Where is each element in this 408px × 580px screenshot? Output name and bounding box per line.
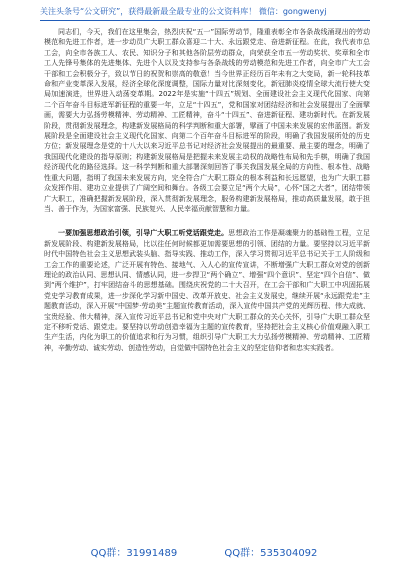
page-header xyxy=(40,6,370,17)
header-divider xyxy=(40,20,370,21)
qq-group-1: QQ群：31991489 xyxy=(90,548,178,559)
qq-group-2: QQ群：535304092 xyxy=(224,548,318,559)
body-paragraph: 同志们，今天，我们在这里集会，热烈庆祝“五一”国际劳动节，隆重表彰全市各条战线涌现出的劳动模范和先进工作者，进一步动员广大职工群众喜迎二十大、永远跟党走、奋进新征程。在此，我代表市总工会，向全市各族工人、农民、知识分子和其他各阶层劳动群众，向荣获全市五一劳动奖状、奖章和全市工人先锋号集体的先进集体、先进个人以及支持参与各条战线的劳动模范和先进工作者，向全市广大工会干部和工会积极分子，致以节日的祝贺和崇高的敬意！当今世界正经历百年未有之大变局，新一轮科技革命和产业变革深入发展，经济全球化深度调整，国际力量对比深刻变化，新冠肺炎疫情全球大流行使大变局加速演进，世界进入动荡变革期。2022年是实施“十四五”规划、全面建设社会主义现代化国家、向第二个百年奋斗目标进军新征程的重要一年，立足“十四五”，党和国家对团结经济和社会发展提出了全面擘画，需要大力弘扬劳模精神、劳动精神、工匠精神，奋斗“十四五”、奋进新征程、建功新时代。在新发展阶段，贯彻新发展理念，构建新发展格局的科学判断和重大部署，擘画了中国未来发展的宏伟蓝图。新发展阶段是全面建设社会主义现代化国家、向第二个百年奋斗目标进军的阶段，明确了我国发展所处的历史方位；新发展理念是党的十八大以来习近平总书记对经济社会发展提出的最重要、最主要的理念，明确了我国现代化建设的指导原则；构建新发展格局是把握未来发展主动权的战略性布局和先手棋，明确了我国经济现代化的路径选择。这一科学判断和重大部署深刻回答了事关我国发展全局的方向性、根本性、战略性重大问题，指明了我国未来发展方向，完全符合广大职工群众的根本利益和长远愿望，也为广大职工群众发挥作用、建功立业提供了广阔空间和舞台。各级工会要立足“两个大局”，心怀“国之大者”，团结带领广大职工，准确把握新发展阶段，深入贯彻新发展理念，服务构建新发展格局，推动高质量发展，敢于担当、善于作为，为国家富强、民族复兴、人民幸福贡献智慧和力量。 xyxy=(44,28,370,213)
header-wechat: 微信：gongwenyj xyxy=(258,7,327,16)
section-paragraph xyxy=(44,228,370,353)
header-slogan: 关注头条号“公文研究”，获得最新最全最专业的公文资料库！ xyxy=(40,7,257,16)
page-footer xyxy=(0,544,408,559)
document-body xyxy=(44,27,370,353)
section-text: 思想政治工作是凝魂聚力的基础性工程，立足新发展阶段、构建新发展格局，比以往任何时候都更加需要思想的引领、团结的力量。要坚持以习近平新时代中国特色社会主义思想武装头脑、指导实践、推动工作，深入学习贯彻习近平总书记关于工人阶级和工会工作的重要论述，广泛开展有特色、接地气、入人心的宣传宣讲，不断增强广大职工群众对党的创新理论的政治认同、思想认同、情感认同，进一步捍卫“两个确立”、增强“四个意识”、坚定“四个自信”、做到“两个维护”，打牢团结奋斗的思想基础。围绕庆祝党的二十大召开，在工会干部和广大职工中巩固拓展党史学习教育成果，进一步深化学习新中国史、改革开放史、社会主义发展史，继续开展“永远跟党走”主题教育活动，深入开展“中国梦·劳动美”主题宣传教育活动，深入宣传中国共产党的光辉历程、伟大成就、宝贵经验、伟大精神，深入宣传习近平总书记和党中央对广大职工群众的关心关怀，引导广大职工群众坚定不移听党话、跟党走。要坚持以劳动创造幸福为主题的宣传教育，坚持把社会主义核心价值观融入职工生产生活，内化为职工的价值追求和行为习惯，组织引导广大职工大力弘扬劳模精神、劳动精神、工匠精神，辛勤劳动、诚实劳动、创造性劳动，自觉做中国特色社会主义的坚定信仰者和忠实实践者。 xyxy=(44,229,371,352)
section-heading: 一要加强思想政治引领，引导广大职工听党话跟党走。 xyxy=(58,229,229,238)
